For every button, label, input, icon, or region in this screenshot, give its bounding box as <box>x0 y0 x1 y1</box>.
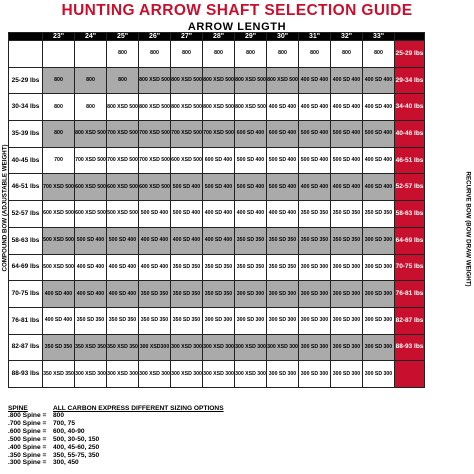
shaft-cell: 700 XSD 500 <box>139 147 171 174</box>
shaft-cell: 300 XSD 300 <box>203 361 235 388</box>
shaft-cell: 350 SD 350 <box>139 281 171 308</box>
shaft-cell: 500 SD 400 <box>139 201 171 228</box>
shaft-cell: 400 SD 400 <box>331 67 363 94</box>
shaft-cell: 400 SD 400 <box>363 147 395 174</box>
shaft-cell: 350 SD 350 <box>267 254 299 281</box>
recurve-weight-label: 34-40 lbs <box>395 94 425 121</box>
spine-legend <box>8 405 224 467</box>
shaft-cell: 500 SD 400 <box>331 147 363 174</box>
spine-value: .400 Spine = <box>8 443 47 451</box>
shaft-cell: 350 SD 350 <box>235 254 267 281</box>
compound-weight-label: 25-29 lbs <box>9 67 43 94</box>
shaft-cell: 600 SD 400 <box>267 121 299 148</box>
shaft-cell: 600 SD 400 <box>203 147 235 174</box>
shaft-cell: 300 XSD 300 <box>235 334 267 361</box>
shaft-cell: 700 XSD 500 <box>107 121 139 148</box>
shaft-cell: 800 <box>43 121 75 148</box>
shaft-cell: 350 XSD 350 <box>43 361 75 388</box>
shaft-cell: 800 XSD 500 <box>235 94 267 121</box>
length-header: 29" <box>235 33 267 41</box>
shaft-cell: 400 SD 400 <box>75 254 107 281</box>
length-header: 31" <box>299 33 331 41</box>
recurve-weight-label: 29-34 lbs <box>395 67 425 94</box>
shaft-cell: 800 XSD 500 <box>107 94 139 121</box>
shaft-cell: 700 XSD 500 <box>171 121 203 148</box>
compound-weight-label: 82-87 lbs <box>9 334 43 361</box>
shaft-cell: 300 SD 300 <box>299 307 331 334</box>
shaft-cell: 800 XSD 500 <box>203 67 235 94</box>
spine-options: 400, 45-60, 250 <box>53 443 100 451</box>
compound-weight-label: 76-81 lbs <box>9 307 43 334</box>
shaft-cell: 400 SD 400 <box>171 227 203 254</box>
shaft-cell: 800 XSD 500 <box>203 94 235 121</box>
shaft-cell: 500 SD 400 <box>235 174 267 201</box>
shaft-cell: 500 SD 400 <box>171 174 203 201</box>
length-header: 26" <box>139 33 171 41</box>
shaft-cell: 700 XSD 500 <box>43 174 75 201</box>
compound-weight-label: 70-75 lbs <box>9 281 43 308</box>
recurve-weight-label: 25-29 lbs <box>395 41 425 68</box>
shaft-cell: 700 XSD 500 <box>139 121 171 148</box>
shaft-cell: 700 XSD 500 <box>107 147 139 174</box>
shaft-cell: 300 SD 300 <box>267 307 299 334</box>
shaft-cell: 400 SD 400 <box>331 174 363 201</box>
shaft-cell: 400 SD 400 <box>363 174 395 201</box>
shaft-cell: 500 SD 400 <box>267 174 299 201</box>
shaft-cell <box>43 41 75 68</box>
spine-row <box>8 412 224 420</box>
spine-options: 350, 55-75, 350 <box>53 451 100 459</box>
spine-options: 300, 450 <box>53 459 79 467</box>
shaft-cell: 800 <box>299 41 331 68</box>
spine-options: 500, 30-50, 150 <box>53 435 100 443</box>
shaft-cell: 800 <box>203 41 235 68</box>
table-row <box>9 334 425 361</box>
shaft-cell: 400 SD 400 <box>299 67 331 94</box>
shaft-cell: 300 XSD 300 <box>171 334 203 361</box>
shaft-cell: 500 SD 400 <box>75 227 107 254</box>
spine-options: 700, 75 <box>53 419 75 427</box>
spine-row <box>8 444 224 452</box>
shaft-cell: 800 <box>75 67 107 94</box>
shaft-cell: 600 XSD 500 <box>75 174 107 201</box>
length-header: 23" <box>43 33 75 41</box>
shaft-cell: 300 SD 300 <box>363 254 395 281</box>
shaft-cell: 300 SD 300 <box>235 307 267 334</box>
compound-weight-label: 64-69 lbs <box>9 254 43 281</box>
shaft-cell: 800 <box>235 41 267 68</box>
shaft-cell: 300 SD 300 <box>363 361 395 388</box>
shaft-cell: 400 SD 400 <box>267 94 299 121</box>
shaft-cell: 400 SD 400 <box>43 281 75 308</box>
recurve-weight-label: 58-63 lbs <box>395 201 425 228</box>
table-row <box>9 254 425 281</box>
spine-header: SPINE <box>8 405 28 412</box>
shaft-cell: 800 <box>171 41 203 68</box>
recurve-weight-label <box>395 361 425 388</box>
shaft-cell: 300 SD 300 <box>363 281 395 308</box>
shaft-cell: 300 XSD 300 <box>139 361 171 388</box>
shaft-cell: 500 SD 400 <box>363 121 395 148</box>
spine-row <box>8 428 224 436</box>
compound-weight-label: 35-39 lbs <box>9 121 43 148</box>
shaft-cell: 300 SD 300 <box>331 361 363 388</box>
shaft-cell: 350 SD 350 <box>203 281 235 308</box>
shaft-cell: 800 XSD 500 <box>139 94 171 121</box>
shaft-cell: 400 SD 400 <box>299 94 331 121</box>
table-row <box>9 361 425 388</box>
shaft-cell: 300 XSD 300 <box>203 334 235 361</box>
shaft-cell: 400 SD 400 <box>139 254 171 281</box>
recurve-weight-label: 52-57 lbs <box>395 174 425 201</box>
corner-cell <box>395 33 425 41</box>
shaft-cell: 300 SD 300 <box>299 334 331 361</box>
shaft-cell: 300 XSD 300 <box>267 334 299 361</box>
length-header: 25" <box>107 33 139 41</box>
shaft-cell: 300 SD 300 <box>363 307 395 334</box>
shaft-cell: 600 XSD 500 <box>43 201 75 228</box>
spine-options: 600, 40-90 <box>53 427 85 435</box>
compound-weight-label: 30-34 lbs <box>9 94 43 121</box>
shaft-cell: 300 SD 300 <box>363 334 395 361</box>
shaft-cell: 300 XSD 300 <box>235 361 267 388</box>
shaft-cell: 300 SD 300 <box>299 254 331 281</box>
shaft-cell: 300 SD 300 <box>363 227 395 254</box>
length-header: 27" <box>171 33 203 41</box>
shaft-cell: 300 SD 300 <box>331 281 363 308</box>
shaft-cell: 500 SD 400 <box>235 147 267 174</box>
shaft-cell: 500 SD 400 <box>107 227 139 254</box>
shaft-cell: 600 XSD 500 <box>139 174 171 201</box>
corner-cell <box>9 33 43 41</box>
recurve-weight-label: 82-87 lbs <box>395 307 425 334</box>
shaft-cell: 800 XSD 500 <box>267 67 299 94</box>
recurve-weight-label: 76-81 lbs <box>395 281 425 308</box>
shaft-cell: 600 XSD 500 <box>75 201 107 228</box>
compound-weight-label: 58-63 lbs <box>9 227 43 254</box>
spine-row <box>8 436 224 444</box>
shaft-cell: 400 SD 400 <box>363 67 395 94</box>
shaft-cell: 800 <box>43 94 75 121</box>
shaft-cell: 600 XSD 500 <box>107 174 139 201</box>
table-row <box>9 307 425 334</box>
table-row <box>9 41 425 68</box>
shaft-cell: 800 <box>43 67 75 94</box>
shaft-cell: 400 SD 400 <box>107 254 139 281</box>
table-row <box>9 121 425 148</box>
recurve-weight-label: 70-75 lbs <box>395 254 425 281</box>
shaft-cell: 800 XSD 500 <box>171 94 203 121</box>
length-header: 28" <box>203 33 235 41</box>
shaft-cell: 400 SD 400 <box>107 281 139 308</box>
shaft-cell: 400 SD 400 <box>267 201 299 228</box>
shaft-cell: 300 SD 300 <box>331 307 363 334</box>
shaft-cell: 800 <box>363 41 395 68</box>
shaft-cell: 500 SD 400 <box>331 121 363 148</box>
shaft-cell: 800 <box>331 41 363 68</box>
shaft-cell: 300 XSD 300 <box>171 361 203 388</box>
table-row <box>9 201 425 228</box>
shaft-cell: 350 SD 350 <box>139 307 171 334</box>
shaft-cell: 350 SD 350 <box>299 201 331 228</box>
shaft-cell: 300 SD 300 <box>267 281 299 308</box>
shaft-cell: 300 SD 300 <box>299 361 331 388</box>
length-header: 32" <box>331 33 363 41</box>
recurve-weight-label: 40-46 lbs <box>395 121 425 148</box>
shaft-cell: 400 SD 400 <box>299 174 331 201</box>
shaft-cell: 500 SD 400 <box>299 147 331 174</box>
shaft-cell: 300 SD 300 <box>267 361 299 388</box>
shaft-cell: 300 SD 300 <box>299 281 331 308</box>
recurve-weight-label: 64-69 lbs <box>395 227 425 254</box>
shaft-cell: 350 SD 350 <box>331 201 363 228</box>
shaft-selection-table <box>8 32 425 388</box>
compound-weight-label: 40-45 lbs <box>9 147 43 174</box>
shaft-cell: 400 SD 400 <box>203 227 235 254</box>
shaft-cell: 350 SD 350 <box>267 227 299 254</box>
shaft-cell: 600 SD 400 <box>235 121 267 148</box>
shaft-cell: 800 XSD 500 <box>75 121 107 148</box>
shaft-cell: 500 SD 400 <box>171 201 203 228</box>
shaft-cell: 300 SD 300 <box>331 334 363 361</box>
shaft-cell: 800 <box>139 41 171 68</box>
table-row <box>9 147 425 174</box>
shaft-cell: 300 SD 300 <box>203 307 235 334</box>
shaft-cell: 350 SD 350 <box>299 227 331 254</box>
length-header: 33" <box>363 33 395 41</box>
shaft-cell: 800 <box>107 67 139 94</box>
shaft-cell: 800 XSD 500 <box>139 67 171 94</box>
shaft-cell: 350 SD 350 <box>331 227 363 254</box>
shaft-cell: 700 XSD 500 <box>203 121 235 148</box>
shaft-cell: 500 XSD 500 <box>43 254 75 281</box>
shaft-cell: 400 SD 400 <box>139 227 171 254</box>
shaft-cell: 400 SD 400 <box>363 94 395 121</box>
shaft-cell: 300 SD 300 <box>235 281 267 308</box>
shaft-cell: 350 SD 350 <box>171 281 203 308</box>
shaft-cell: 500 SD 400 <box>203 174 235 201</box>
spine-row <box>8 459 224 467</box>
shaft-cell: 700 <box>43 147 75 174</box>
recurve-weight-label: 46-51 lbs <box>395 147 425 174</box>
compound-weight-label: 52-57 lbs <box>9 201 43 228</box>
shaft-cell: 500 XSD 500 <box>107 201 139 228</box>
shaft-cell: 800 XSD 500 <box>235 67 267 94</box>
recurve-weight-label: 88-93 lbs <box>395 334 425 361</box>
arrow-length-heading: ARROW LENGTH <box>187 21 287 33</box>
compound-weight-label <box>9 41 43 68</box>
spine-value: .300 Spine = <box>8 459 47 467</box>
spine-row <box>8 420 224 428</box>
shaft-cell: 300 XSD300 <box>139 334 171 361</box>
shaft-cell: 500 XSD 500 <box>43 227 75 254</box>
table-row <box>9 174 425 201</box>
length-header: 24" <box>75 33 107 41</box>
shaft-cell: 300 SD 300 <box>331 254 363 281</box>
compound-bow-label: COMPOUND BOW (ADJUSTABLE WEIGHT) <box>1 144 9 272</box>
shaft-cell: 350 XSD 350 <box>107 334 139 361</box>
shaft-cell: 400 SD 400 <box>75 281 107 308</box>
spine-options: 800 <box>53 412 65 419</box>
shaft-cell: 500 SD 400 <box>299 121 331 148</box>
shaft-cell: 800 <box>107 41 139 68</box>
shaft-cell: 800 XSD 500 <box>171 67 203 94</box>
spine-value: .700 Spine = <box>8 419 47 427</box>
shaft-cell: 500 SD 400 <box>267 147 299 174</box>
page-title: HUNTING ARROW SHAFT SELECTION GUIDE <box>61 2 413 19</box>
options-header: ALL CARBON EXPRESS DIFFERENT SIZING OPTIONS <box>53 405 224 412</box>
length-header: 30" <box>267 33 299 41</box>
recurve-bow-label: RECURVE BOW (BOW DRAW WEIGHT) <box>464 171 472 287</box>
shaft-cell: 400 SD 400 <box>43 307 75 334</box>
compound-weight-label: 88-93 lbs <box>9 361 43 388</box>
shaft-cell: 350 SD 350 <box>75 307 107 334</box>
table-row <box>9 67 425 94</box>
shaft-cell: 350 SD 350 <box>363 201 395 228</box>
shaft-cell: 350 SD 350 <box>107 307 139 334</box>
spine-value: .800 Spine = <box>8 412 47 419</box>
shaft-cell: 350 XSD 350 <box>75 334 107 361</box>
spine-value: .600 Spine = <box>8 427 47 435</box>
shaft-cell: 400 SD 400 <box>203 201 235 228</box>
shaft-cell: 350 SD 350 <box>235 227 267 254</box>
shaft-cell: 300 XSD 300 <box>75 361 107 388</box>
shaft-cell <box>75 41 107 68</box>
shaft-cell: 600 XSD 500 <box>171 147 203 174</box>
spine-row <box>8 452 224 460</box>
shaft-cell: 350 SD 350 <box>43 334 75 361</box>
shaft-cell: 350 SD 350 <box>171 254 203 281</box>
spine-value: .500 Spine = <box>8 435 47 443</box>
shaft-cell: 300 XSD 300 <box>107 361 139 388</box>
shaft-cell: 400 SD 400 <box>235 201 267 228</box>
shaft-cell: 350 SD 350 <box>171 307 203 334</box>
shaft-cell: 700 XSD 500 <box>75 147 107 174</box>
shaft-cell: 350 SD 350 <box>203 254 235 281</box>
table-row <box>9 94 425 121</box>
spine-value: .350 Spine = <box>8 451 47 459</box>
shaft-cell: 800 <box>75 94 107 121</box>
length-header-row <box>9 33 425 41</box>
table-row <box>9 281 425 308</box>
shaft-cell: 800 <box>267 41 299 68</box>
compound-weight-label: 46-51 lbs <box>9 174 43 201</box>
shaft-cell: 400 SD 400 <box>331 94 363 121</box>
table-row <box>9 227 425 254</box>
